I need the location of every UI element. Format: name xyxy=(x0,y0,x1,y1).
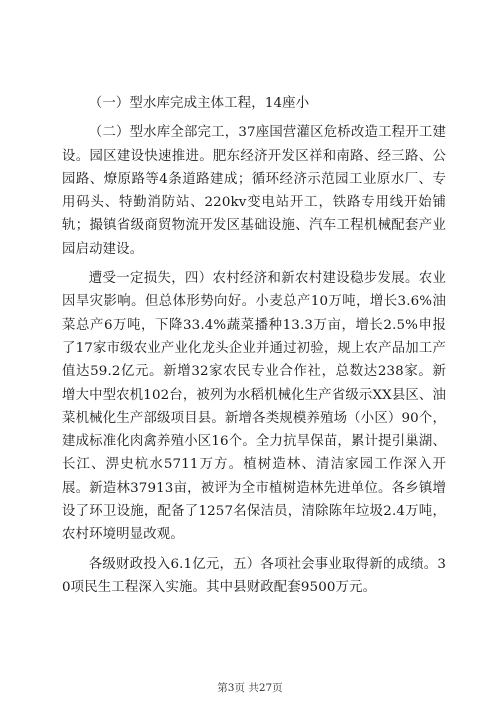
page-number-footer: 第3页 共27页 xyxy=(217,682,283,694)
document-body xyxy=(62,92,446,605)
paragraph-3: 遭受一定损失，四）农村经济和新农村建设稳步发展。农业因旱灾影响。但总体形势向好。小麦总产10万吨，增长3.6%油菜总产6万吨，下降33.4%蔬菜播种13.3万亩，增长2.5%申报了17家市级农业产业化龙头企业并通过初验，规上农产品加工产值达59.2亿元。新增32家农民专业合作社，总数达238家。新增大中型农机102台，被列为水稻机械化生产省级示XX县区、油菜机械化生产部级项目县。新增各类规模养殖场（小区）90个，建成标准化肉禽养殖小区16个。全力抗旱保苗，累计提引巢湖、长江、淠史杭水5711万方。植树造林、清洁家园工作深入开展。新造林37913亩，被评为全市植树造林先进单位。各乡镇增设了环卫设施，配备了1257名保洁员，清除陈年垃圾2.4万吨，农村环境明显改观。 xyxy=(62,271,446,543)
paragraph-1: （一）型水库完成主体工程，14座小 xyxy=(88,96,310,111)
paragraph-4: 各级财政投入6.1亿元，五）各项社会事业取得新的成绩。30项民生工程深入实施。其中县财政配套9500万元。 xyxy=(62,556,446,595)
paragraph-2: （二）型水库全部完工，37座国营灌区危桥改造工程开工建设。园区建设快速推进。肥东经济开发区祥和南路、经三路、公园路、燎原路等4条道路建成；循环经济示范园工业原水厂、专用码头、特勤消防站、220kv变电站开工，铁路专用线开始铺轨；撮镇省级商贸物流开发区基础设施、汽车工程机械配套产业园启动建设。 xyxy=(62,125,446,257)
